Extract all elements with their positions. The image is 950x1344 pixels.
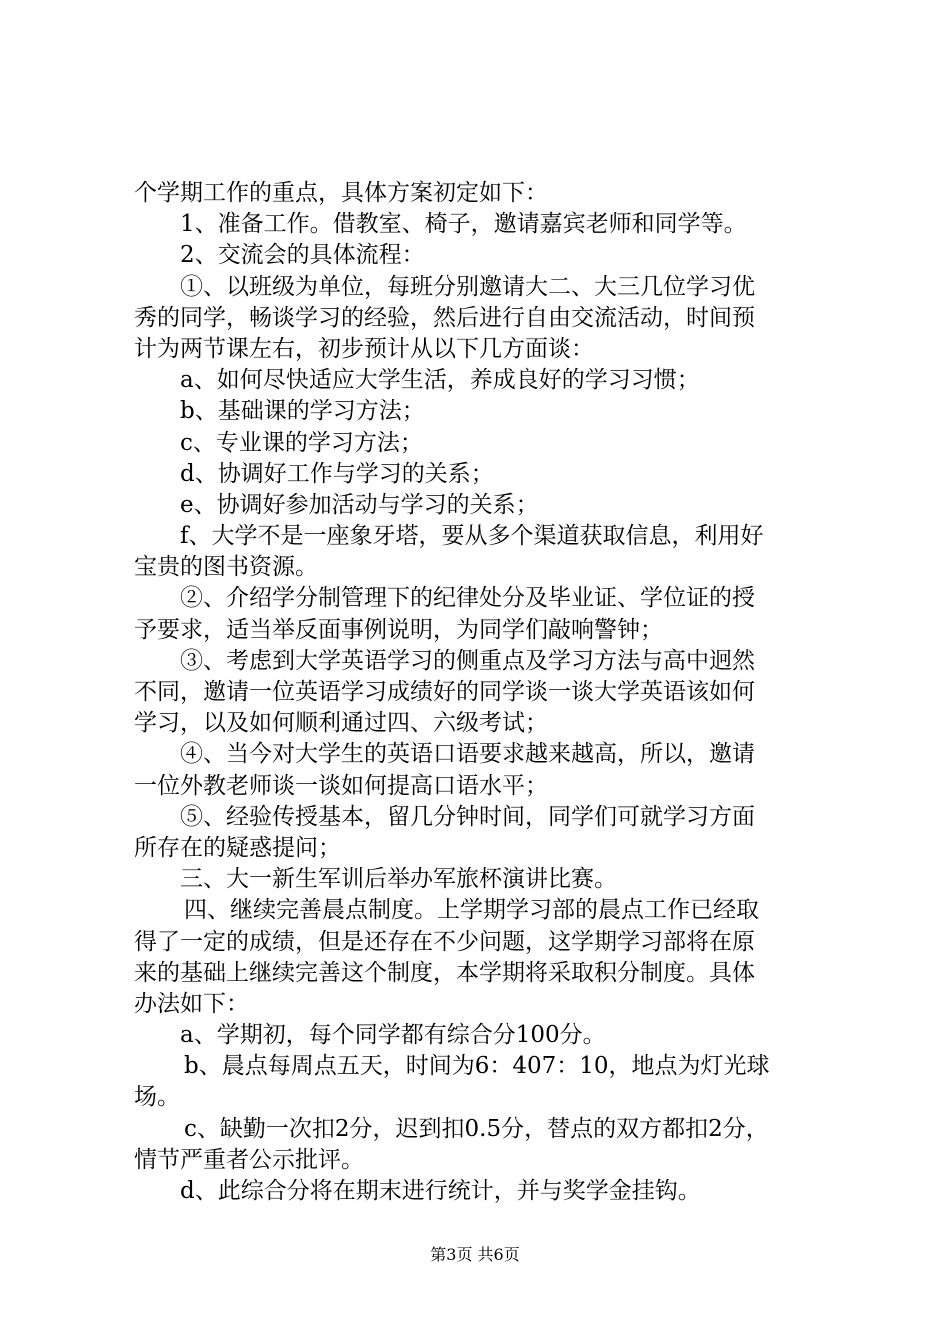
text-line: d、此综合分将在期末进行统计，并与奖学金挂钩。	[180, 1178, 701, 1204]
text-line: 办法如下：	[134, 990, 249, 1017]
text-line: 秀的同学，畅谈学习的经验，然后进行自由交流活动，时间预	[134, 304, 755, 331]
text-line: c、专业课的学习方法；	[180, 429, 423, 456]
text-line: 不同，邀请一位英语学习成绩好的同学谈一谈大学英语该如何	[134, 679, 755, 705]
text-line: 四、继续完善晨点制度。上学期学习部的晨点工作已经取	[184, 897, 759, 924]
text-line: f、大学不是一座象牙塔，要从多个渠道获取信息，利用好	[180, 523, 764, 550]
text-line: a、如何尽快适应大学生活，养成良好的学习习惯；	[180, 367, 700, 394]
text-line: 2、交流会的具体流程：	[180, 242, 425, 269]
text-line: 一位外教老师谈一谈如何提高口语水平；	[134, 772, 548, 799]
text-line: e、协调好参加活动与学习的关系；	[180, 491, 539, 518]
text-line: 情节严重者公示批评。	[134, 1146, 364, 1173]
text-line: 三、大一新生军训后举办军旅杯演讲比赛。	[180, 866, 617, 893]
text-line: 场。	[134, 1084, 180, 1111]
text-line: 得了一定的成绩，但是还存在不少问题，这学期学习部将在原	[134, 928, 755, 955]
text-line: ④、当今对大学生的英语口语要求越来越高，所以，邀请	[180, 741, 755, 768]
text-line: 个学期工作的重点，具体方案初定如下：	[134, 180, 548, 206]
text-line: a、学期初，每个同学都有综合分100分。	[180, 1022, 606, 1049]
text-line: 1、准备工作。借教室、椅子，邀请嘉宾老师和同学等。	[180, 211, 747, 238]
text-line: b、基础课的学习方法；	[180, 398, 425, 425]
document-body	[134, 178, 834, 1207]
text-line: 来的基础上继续完善这个制度，本学期将采取积分制度。具体	[134, 959, 755, 986]
page-number-footer: 第3页 共6页	[430, 1245, 520, 1264]
text-line: 予要求，适当举反面事例说明，为同学们敲响警钟；	[134, 616, 663, 643]
text-line: 宝贵的图书资源。	[134, 554, 318, 581]
text-line: ⑤、经验传授基本，留几分钟时间，同学们可就学习方面	[180, 803, 755, 830]
text-line: 学习，以及如何顺利通过四、六级考试；	[134, 710, 548, 737]
text-line: d、协调好工作与学习的关系；	[180, 460, 494, 487]
text-line: 计为两节课左右，初步预计从以下几方面谈：	[134, 335, 594, 362]
text-line: ③、考虑到大学英语学习的侧重点及学习方法与高中迥然	[180, 647, 755, 674]
text-line: b、晨点每周点五天，时间为6：407：10，地点为灯光球	[184, 1053, 770, 1080]
text-line: ②、介绍学分制管理下的纪律处分及毕业证、学位证的授	[180, 585, 755, 612]
text-line: c、缺勤一次扣2分，迟到扣0.5分，替点的双方都扣2分，	[184, 1115, 769, 1142]
text-line: ①、以班级为单位，每班分别邀请大二、大三几位学习优	[180, 273, 755, 300]
text-line: 所存在的疑惑提问；	[134, 834, 341, 861]
